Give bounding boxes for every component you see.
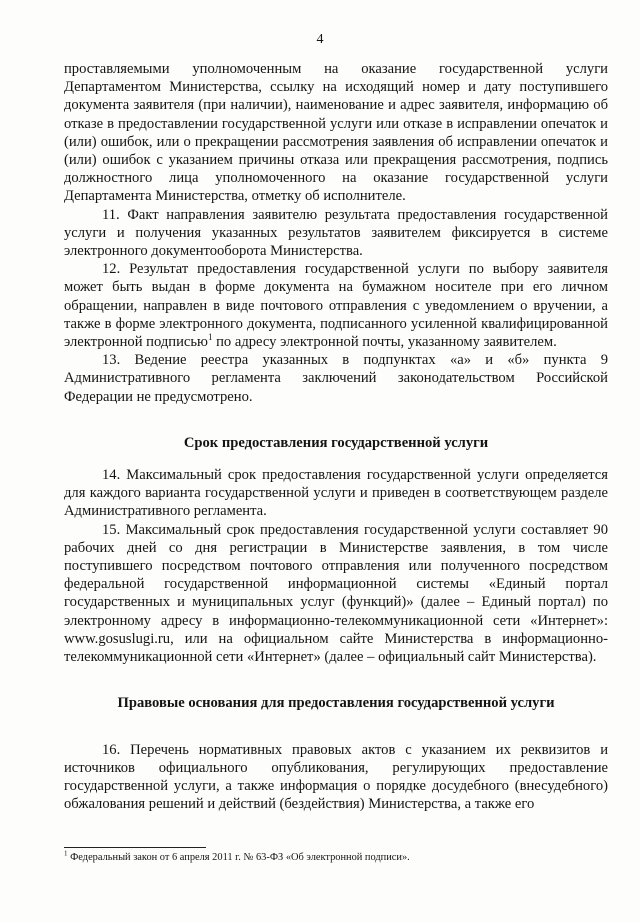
paragraph-14: 14. Максимальный срок предоставления государственной услуги определяется для каждого варианта государственной услуги и приведен в соответствующем разделе Административного регламента. [64,467,608,520]
paragraph-11: 11. Факт направления заявителю результата предоставления государственной услуги и получения указанных результатов заявителем фиксируется в системе электронного документооборота Министерства. [64,206,608,260]
paragraph-16: 16. Перечень нормативных правовых актов с указанием их реквизитов и источников официального опубликования, регулирующих предоставление государственной услуги, а также информация о порядке досудебного (внесудебного) обжалования решений и действий (бездействия) Министерства, а также его [64,741,608,813]
section-heading-term: Срок предоставления государственной услуги [183,434,489,451]
paragraph-15: 15. Максимальный срок предоставления государственной услуги составляет 90 рабочих дней со дня регистрации в Министерстве заявления, в том числе поступившего посредством почтового отправления или полученного посредством федеральной государственной информационной системы «Единый портал государственных и муниципальных услуг (функций)» (далее – Единый портал) по электронному адресу в информационно-телекоммуникационной сети «Интернет»: www.gosuslugi.ru, или на официальном сайте Министерства в информационно-телекоммуникационной сети «Интернет» (далее – официальный сайт Министерства). [64,521,608,666]
document-body [64,60,608,813]
footnote-text: Федеральный закон от 6 апреля 2011 г. № 63-ФЗ «Об электронной подписи». [67,852,410,863]
footnote-mark: 1 [64,849,68,858]
paragraph-13: 13. Ведение реестра указанных в подпунктах «а» и «б» пункта 9 Административного регламента заключений законодательством Российской Федерации не предусмотрено. [64,352,608,405]
footnote [64,851,608,864]
section-heading-legal: Правовые основания для предоставления государственной услуги [117,695,555,712]
paragraph-12 [64,260,608,351]
footnote-reference: 1 [207,332,213,343]
page-number: 4 [316,32,324,47]
paragraph-12-text-end: по адресу электронной почты, указанному заявителем. [212,334,557,351]
paragraph-12-text: 12. Результат предоставления государственной услуги по выбору заявителя может быть выдан в форме документа на бумажном носителе при его личном обращении, направлен в виде почтового отправления с уведомлением о вручении, а также в форме электронного документа, подписанного усиленной квалифицированной электронной подписью [64,261,608,351]
footnote-separator [64,847,206,848]
paragraph-continuation: проставляемыми уполномоченным на оказание государственной услуги Департаментом Министерства, ссылку на исходящий номер и дату поступившего документа заявителя (при наличии), наименование и адрес заявителя, информацию об отказе в предоставлении государственной услуги или отказе в исправлении опечаток и (или) ошибок, или о прекращении рассмотрения заявления об исправлении опечаток и (или) ошибок с указанием причины отказа или прекращения рассмотрения, подпись должностного лица уполномоченного на оказание государственной услуги Департамента Министерства, отметку об исполнителе. [64,61,608,205]
